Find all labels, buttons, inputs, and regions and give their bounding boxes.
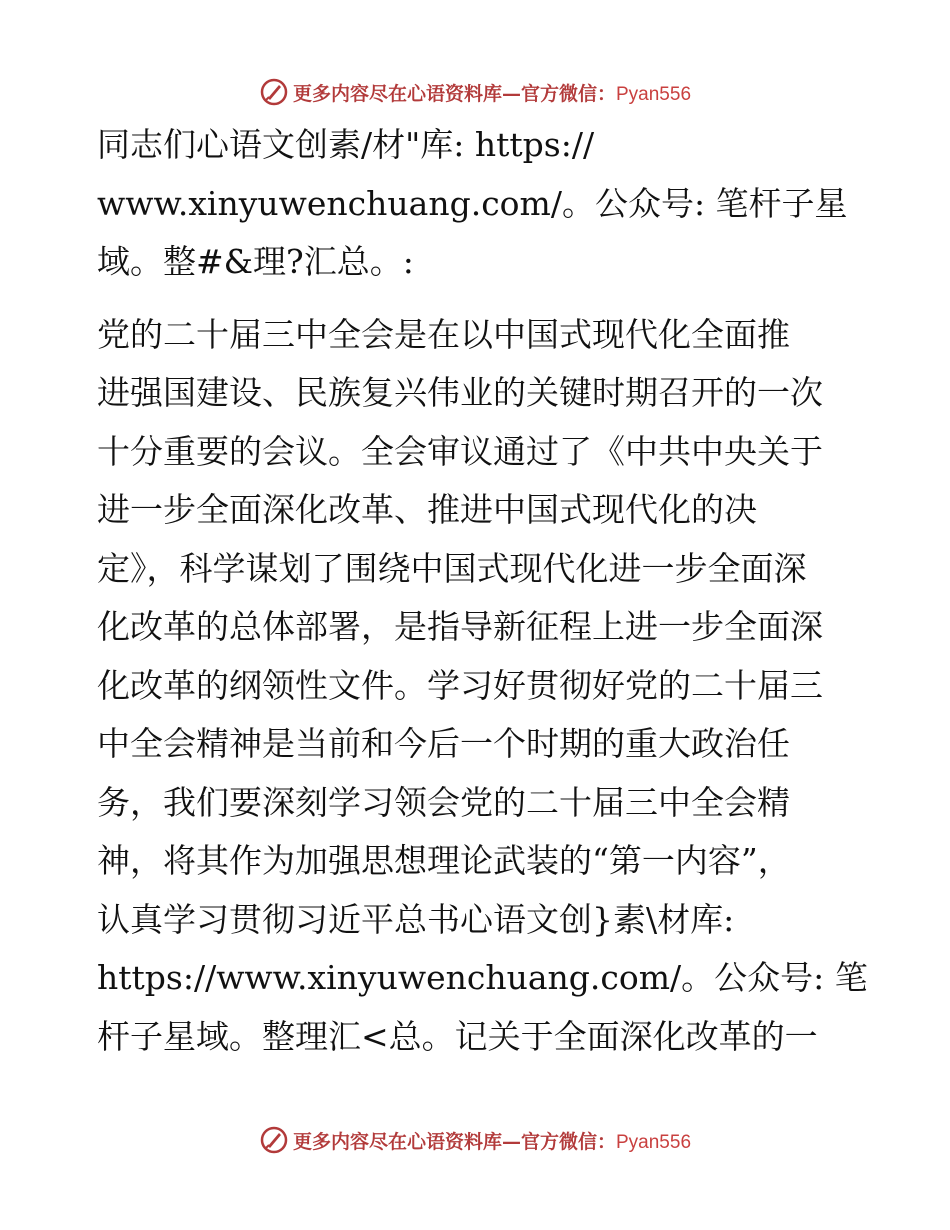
paragraph-main: [97, 306, 868, 1067]
header-banner: [0, 72, 950, 112]
quill-seal-logo-icon: [259, 1125, 289, 1155]
text-line: 中全会精神是当前和今后一个时期的重大政治任: [97, 724, 790, 763]
document-body: [97, 116, 868, 1066]
banner-text: 更多内容尽在心语资料库—官方微信：Pyan556: [292, 1130, 692, 1153]
text-line: 认真学习贯彻习近平总书心语文创}素\材库:: [97, 899, 735, 939]
quill-seal-logo-icon: [259, 77, 289, 107]
text-line: 同志们心语文创素/材"库: https://: [97, 125, 595, 164]
text-line: 杆子星域。整理汇<总。记关于全面深化改革的一: [97, 1016, 818, 1056]
text-line: 进强国建设、民族复兴伟业的关键时期召开的一次: [97, 373, 823, 412]
text-line: https://www.xinyuwenchuang.com/。公众号: 笔: [97, 958, 868, 997]
footer-banner: [0, 1120, 950, 1160]
text-line: 十分重要的会议。全会审议通过了《中共中央关于: [97, 431, 823, 471]
text-line: 化改革的纲领性文件。学习好贯彻好党的二十届三: [97, 665, 823, 705]
text-line: 进一步全面深化改革、推进中国式现代化的决: [97, 490, 757, 529]
text-line: 化改革的总体部署，是指导新征程上进一步全面深: [97, 607, 823, 646]
paragraph-intro: [97, 116, 857, 292]
banner-text: 更多内容尽在心语资料库—官方微信：Pyan556: [292, 82, 692, 105]
text-line: 务，我们要深刻学习领会党的二十届三中全会精: [97, 782, 790, 822]
text-line: 域。整#&理?汇总。:: [97, 242, 414, 281]
text-line: www.xinyuwenchuang.com/。公众号: 笔杆子星: [97, 183, 848, 223]
text-line: 神，将其作为加强思想理论武装的“第一内容”，: [97, 841, 791, 880]
text-line: 定》，科学谋划了围绕中国式现代化进一步全面深: [97, 548, 807, 588]
text-line: 党的二十届三中全会是在以中国式现代化全面推: [97, 314, 790, 354]
